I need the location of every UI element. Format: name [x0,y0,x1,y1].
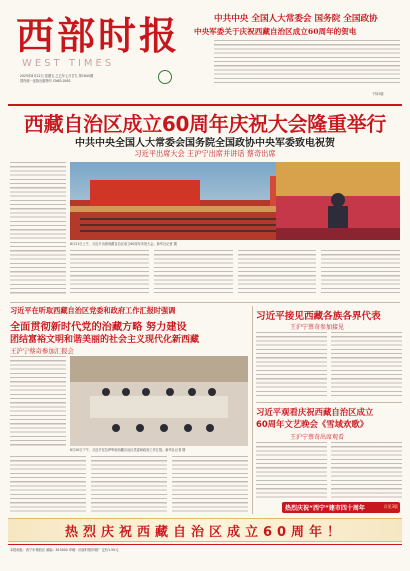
story4-byline: 王沪宁蔡奇出席观看 [290,434,345,441]
lead-story-columns [70,250,400,296]
lead-headline: 西藏自治区成立60周年庆祝大会隆重举行 [23,112,387,136]
follow-note: 下转2版 [372,92,384,96]
lead-subhead-2: 习近平出席大会 王沪宁出席并讲话 蔡奇出席 [134,149,276,158]
cn-number: 国内统一连续出版物号 CN63-0001 [20,79,71,83]
celebration-banner [8,518,402,542]
lead-subhead: 中共中央全国人大常委会国务院全国政协中央军委致电祝贺 [75,138,335,149]
story2-text-bottom [10,456,248,514]
section-divider [10,302,400,303]
story2-kicker: 习近平在听取西藏自治区党委和政府工作汇报时强调 [10,306,176,315]
newspaper-logo: 西部时报 [16,13,181,58]
lead-photo-inset [276,162,400,240]
story2-photo [70,356,248,446]
story4-headline-1: 习近平观看庆祝西藏自治区成立 [256,407,374,417]
masthead-rule [8,104,402,106]
lead-caption: 8月21日上午，习近平出席西藏自治区成立60周年庆祝大会。新华社记者 摄 [70,242,177,246]
story2-byline: 王沪宁蔡奇参加汇报会 [10,347,74,355]
story4-text [256,442,402,500]
anniversary-badge[interactable] [282,502,400,513]
lead-story-text [10,162,66,296]
story3-headline: 习近平接见西藏各族各界代表 [256,311,381,322]
story2-caption: 8月20日下午，习近平在拉萨听取西藏自治区党委和政府工作汇报。新华社记者 摄 [70,448,186,452]
right-column-divider [252,306,253,514]
story3-byline: 王沪宁蔡奇参加接见 [290,324,345,331]
top-headline-1: 中共中央 全国人大常委会 国务院 全国政协 [214,14,378,24]
badge-text: 热烈庆祝“西宁”建市四十周年 [285,505,365,512]
issue-info: 2025年8月22日 星期五 乙巳年七月廿九 第1845期 [20,74,94,78]
footer-rule [8,544,402,545]
story3-text [256,332,402,398]
banner-text: 热烈庆祝西藏自治区成立60周年！ [64,525,346,540]
masthead [8,8,402,104]
footer-text: 本报地址：西宁市城西区 邮编：810000 印刷：西部时报印刷厂 定价1.50元 [10,548,119,552]
top-story-text [214,40,400,84]
story2-text-left [10,356,66,446]
story2-headline-1: 全面贯彻新时代党的治藏方略 努力建设 [10,322,187,333]
seal-icon [158,70,172,84]
logo-subtitle: WEST TIMES [22,58,115,69]
story4-divider [256,402,402,403]
story4-headline-2: 60周年文艺晚会《雪域欢歌》 [256,419,369,429]
badge-tag: 详见3版 [383,504,398,509]
top-headline-2: 中央军委关于庆祝西藏自治区成立60周年的贺电 [194,27,357,36]
story2-headline-2: 团结富裕文明和谐美丽的社会主义现代化新西藏 [10,335,200,345]
